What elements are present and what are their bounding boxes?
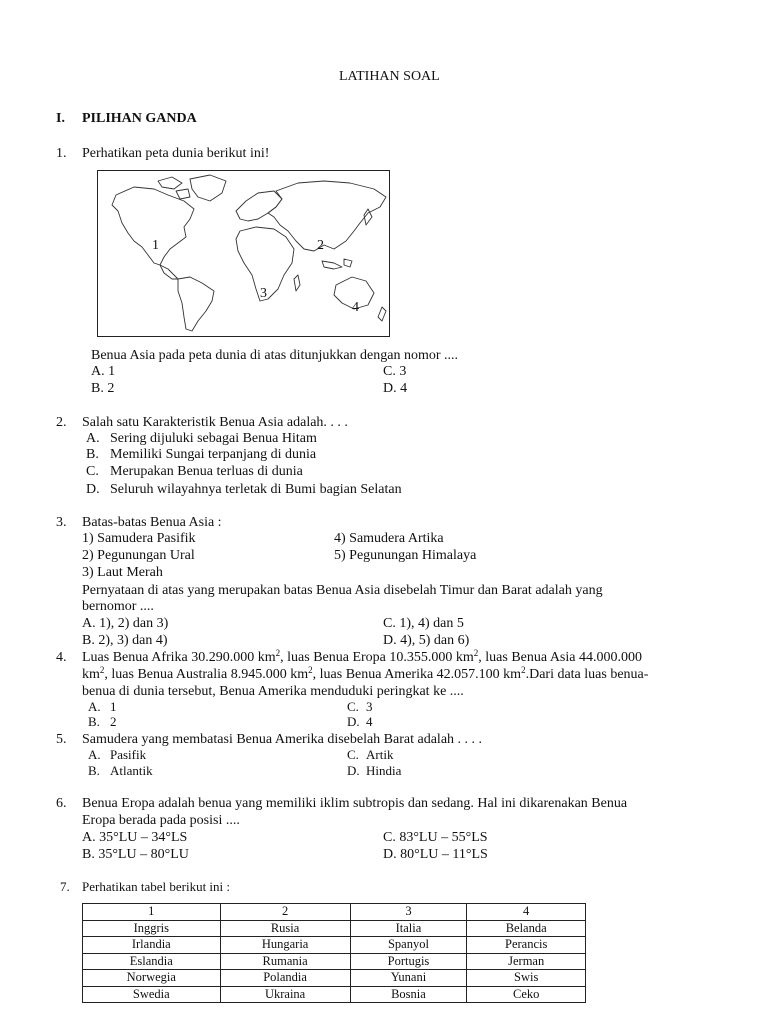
q3-option-c: C. 1), 4) dan 5 [383, 616, 464, 631]
q2-option-b-text: Memiliki Sungai terpanjang di dunia [110, 447, 317, 462]
q3-item-5: 5) Pegunungan Himalaya [334, 548, 477, 563]
q4-tail: .Dari data luas benua- [525, 667, 649, 682]
q6-option-a: A. 35°LU – 34°LS [82, 830, 188, 845]
table-header-cell: 4 [467, 904, 586, 921]
question-4-line-1 [82, 649, 642, 666]
table-row [83, 986, 586, 1003]
table-cell: Hungaria [220, 937, 350, 954]
q3-option-a: A. 1), 2) dan 3) [82, 616, 169, 631]
map-central-america [160, 265, 178, 279]
question-4-line-2 [82, 666, 648, 683]
question-2-text: Salah satu Karakteristik Benua Asia adalah. . . . [82, 415, 348, 430]
page-title: LATIHAN SOAL [339, 69, 440, 84]
table-row [83, 937, 586, 954]
map-south-america [178, 277, 214, 331]
q4-sup: 2 [275, 648, 281, 658]
map-new-zealand [378, 307, 386, 321]
q4-option-a-text: 1 [110, 699, 117, 714]
q4-sup: 2 [308, 665, 313, 675]
table-cell: Yunani [350, 970, 467, 987]
map-greenland [190, 175, 226, 201]
q1-option-d: D. 4 [383, 381, 408, 396]
table-header-cell: 3 [350, 904, 467, 921]
map-europe [236, 191, 282, 221]
q2-option-a-letter: A. [86, 431, 100, 446]
q3-item-1: 1) Samudera Pasifik [82, 531, 196, 546]
q3-statement-line-2: bernomor .... [82, 599, 154, 614]
section-title: PILIHAN GANDA [82, 111, 197, 126]
question-1-prompt: Benua Asia pada peta dunia di atas ditunjukkan dengan nomor .... [91, 348, 459, 363]
q3-option-d: D. 4), 5) dan 6) [383, 633, 470, 648]
countries-table [82, 903, 586, 1003]
q5-option-a-letter: A. [88, 747, 101, 762]
table-header-cell: 1 [83, 904, 221, 921]
q2-option-c-text: Merupakan Benua terluas di dunia [110, 464, 303, 479]
map-label-4: 4 [352, 300, 359, 315]
question-6-line-2: Eropa berada pada posisi .... [82, 813, 240, 828]
map-madagascar [294, 275, 300, 291]
table-cell: Bosnia [350, 986, 467, 1003]
table-cell: Portugis [350, 953, 467, 970]
question-4-number: 4. [56, 650, 67, 665]
table-cell: Inggris [83, 920, 221, 937]
table-cell: Swis [467, 970, 586, 987]
q4-sup: 2 [521, 665, 526, 675]
table-cell: Belanda [467, 920, 586, 937]
q5-option-b-letter: B. [88, 763, 100, 778]
map-label-2: 2 [317, 238, 324, 253]
q4-option-d-letter: D. [347, 714, 360, 729]
q4-afrika: Luas Benua Afrika 30.290.000 km [82, 650, 276, 665]
table-cell: Ceko [467, 986, 586, 1003]
table-cell: Ukraina [220, 986, 350, 1003]
table-cell: Rusia [220, 920, 350, 937]
q4-sup: 2 [99, 665, 105, 675]
q4-option-d-text: 4 [366, 714, 373, 729]
table-header-cell: 2 [220, 904, 350, 921]
q2-option-c-letter: C. [86, 464, 99, 479]
q2-option-a-text: Sering dijuluki sebagai Benua Hitam [110, 431, 317, 446]
q2-option-b-letter: B. [86, 447, 99, 462]
q2-option-d-text: Seluruh wilayahnya terletak di Bumi bagian Selatan [110, 482, 402, 497]
table-header-row [83, 904, 586, 921]
q4-option-c-letter: C. [347, 699, 359, 714]
q3-option-b: B. 2), 3) dan 4) [82, 633, 168, 648]
world-map [97, 170, 390, 337]
q4-amerika: , luas Benua Amerika 42.057.100 km [312, 667, 522, 682]
q5-option-a-text: Pasifik [110, 747, 147, 762]
table-row [83, 953, 586, 970]
table-cell: Perancis [467, 937, 586, 954]
table-cell: Rumania [220, 953, 350, 970]
map-label-3: 3 [260, 286, 267, 301]
q6-option-d: D. 80°LU – 11°LS [383, 847, 488, 862]
question-7-text: Perhatikan tabel berikut ini : [82, 879, 231, 894]
table-cell: Irlandia [83, 937, 221, 954]
q4-option-c-text: 3 [366, 699, 373, 714]
q3-item-2: 2) Pegunungan Ural [82, 548, 195, 563]
q5-option-b-text: Atlantik [110, 763, 153, 778]
q4-eropa: , luas Benua Eropa 10.355.000 km [280, 650, 474, 665]
q4-km: km [82, 667, 100, 682]
table-cell: Norwegia [83, 970, 221, 987]
q4-option-b-text: 2 [110, 714, 117, 729]
map-label-1: 1 [152, 238, 159, 253]
q4-option-a-letter: A. [88, 699, 101, 714]
question-1-number: 1. [56, 146, 67, 161]
map-indonesia [322, 259, 352, 269]
map-asia [268, 181, 386, 251]
q4-asia: , luas Benua Asia 44.000.000 [478, 650, 642, 665]
question-6-line-1: Benua Eropa adalah benua yang memiliki iklim subtropis dan sedang. Hal ini dikarenakan Benua [82, 796, 628, 811]
world-map-outline [98, 171, 389, 336]
section-number: I. [56, 111, 65, 126]
q1-option-c: C. 3 [383, 364, 407, 379]
q4-sup: 2 [473, 648, 479, 658]
question-5-number: 5. [56, 732, 67, 747]
table-row [83, 920, 586, 937]
question-5-text: Samudera yang membatasi Benua Amerika disebelah Barat adalah . . . . [82, 732, 483, 747]
q3-statement-line-1: Pernyataan di atas yang merupakan batas Benua Asia disebelah Timur dan Barat adalah yang [82, 583, 603, 598]
q4-option-b-letter: B. [88, 714, 100, 729]
table-cell: Jerman [467, 953, 586, 970]
q5-option-d-letter: D. [347, 763, 360, 778]
question-3-number: 3. [56, 515, 67, 530]
table-cell: Spanyol [350, 937, 467, 954]
q4-australia: , luas Benua Australia 8.945.000 km [104, 667, 309, 682]
question-7-number: 7. [60, 879, 70, 894]
question-6-number: 6. [56, 796, 67, 811]
table-cell: Italia [350, 920, 467, 937]
q3-item-4: 4) Samudera Artika [334, 531, 444, 546]
question-4-line-3: benua di dunia tersebut, Benua Amerika menduduki peringkat ke .... [82, 684, 464, 699]
question-1-text: Perhatikan peta dunia berikut ini! [82, 146, 270, 161]
q5-option-d-text: Hindia [366, 763, 402, 778]
q6-option-c: C. 83°LU – 55°LS [383, 830, 488, 845]
q2-option-d-letter: D. [86, 482, 100, 497]
q1-option-b: B. 2 [91, 381, 115, 396]
table-cell: Swedia [83, 986, 221, 1003]
q5-option-c-letter: C. [347, 747, 359, 762]
table-cell: Eslandia [83, 953, 221, 970]
q3-item-3: 3) Laut Merah [82, 565, 163, 580]
q6-option-b: B. 35°LU – 80°LU [82, 847, 189, 862]
table-cell: Polandia [220, 970, 350, 987]
question-3-text: Batas-batas Benua Asia : [82, 515, 222, 530]
table-row [83, 970, 586, 987]
q5-option-c-text: Artik [366, 747, 394, 762]
map-arctic-islands [158, 177, 190, 199]
q1-option-a: A. 1 [91, 364, 116, 379]
question-2-number: 2. [56, 415, 67, 430]
